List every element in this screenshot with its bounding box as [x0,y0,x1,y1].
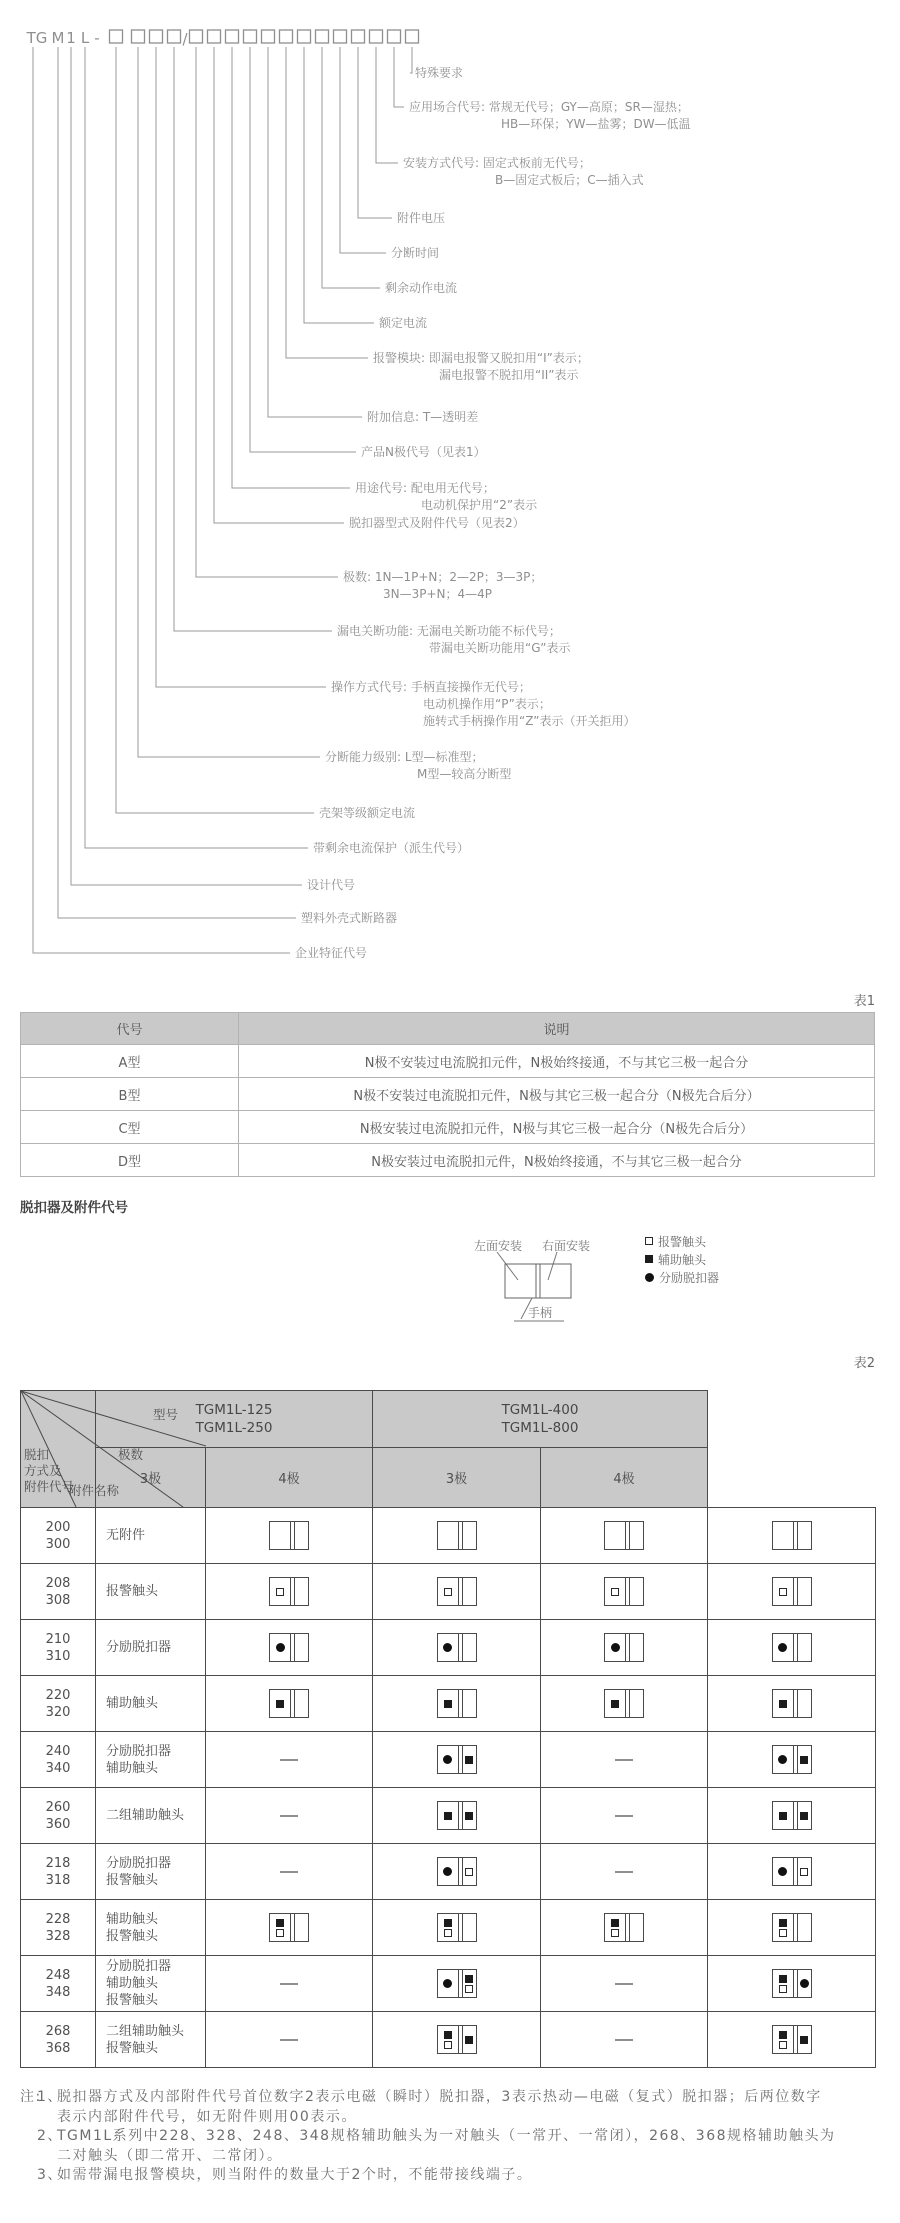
accessory-name-cell: 分励脱扣器 辅助触头 报警触头 [96,1956,206,2012]
aux-contact-icon [611,1919,619,1927]
alarm-contact-icon [276,1929,284,1937]
code-field-label: 设计代号 [307,878,356,892]
shunt-release-icon [443,1643,452,1652]
note-line: 脱扣器方式及内部附件代号首位数字2表示电磁（瞬时）脱扣器，3表示热动—电磁（复式）脱扣器；后两位数字 [57,2089,822,2105]
model-code-box [352,30,365,43]
attachment-cell [373,1788,541,1844]
note-line: TGM1L系列中228、328、248、348规格辅助触头为一对触头（一常开、一常闭），268、368规格辅助触头为 [57,2128,836,2144]
model-code-box [316,30,329,43]
aux-contact-icon [611,1700,619,1708]
breaker-box-icon [269,1913,309,1942]
breaker-body-outline [505,1264,571,1298]
not-available-dash [615,1759,633,1761]
breaker-box-icon [437,1913,477,1942]
not-available-dash [615,1983,633,1985]
code-connector-line [322,47,380,288]
trip-code-cell: 240 340 [21,1732,96,1788]
alarm-contact-icon [465,1868,473,1876]
table-row [21,1045,875,1078]
model-letter: TG [26,29,48,47]
attachment-cell [541,2012,708,2068]
breaker-box-icon [604,1913,644,1942]
pole-header: 4极 [541,1448,708,1508]
note-number: 3、 [37,2167,63,2183]
model-code-diagram [0,0,900,975]
table-row [21,1788,876,1844]
trip-code-cell: 220 320 [21,1676,96,1732]
table1-header: 说明 [239,1013,875,1045]
code-connector-line [116,47,314,813]
table-row [21,1111,875,1144]
left-mount-label: 左面安装 [474,1239,523,1253]
notes-list [20,2088,882,2186]
code-connector-line [174,47,332,631]
table-row [21,1900,876,1956]
n-pole-code-table [20,1012,875,1177]
breaker-box-icon [604,1521,644,1550]
accessory-table-head [21,1391,876,1508]
alarm-contact-icon [645,1237,653,1245]
code-connector-line [376,47,398,163]
alarm-contact-icon [779,2041,787,2049]
attachment-cell [206,2012,373,2068]
trip-code-cell: 218 318 [21,1844,96,1900]
model-code-box [132,30,145,43]
table1-caption: 表1 [853,994,875,1009]
model-code-box [280,30,293,43]
model-slash: / [182,30,188,48]
code-field-label: 带剩余电流保护（派生代号） [313,841,470,855]
shunt-release-icon [800,1979,809,1988]
aux-contact-icon [444,1919,452,1927]
trip-code-cell: 210 310 [21,1620,96,1676]
shunt-release-icon [443,1755,452,1764]
attachment-cell [373,2012,541,2068]
aux-contact-icon [645,1255,653,1263]
trip-code-cell: 268 368 [21,2012,96,2068]
code-field-label: 应用场合代号: 常规无代号；GY—高原；SR—湿热； [409,100,689,114]
attachment-cell [541,1788,708,1844]
note-item [20,2127,882,2166]
trip-code-cell: 260 360 [21,1788,96,1844]
breaker-box-icon [772,1745,812,1774]
right-mount-label: 右面安装 [542,1239,591,1253]
legend-label: 辅助触头 [658,1252,707,1267]
code-field-label: 报警模块: 即漏电报警又脱扣用“I”表示； [373,351,589,365]
code-field-label: 附件电压 [397,211,446,225]
code-field-label: 额定电流 [379,316,428,330]
table-row [21,1078,875,1111]
shunt-release-icon [645,1273,654,1282]
attachment-cell [708,1900,876,1956]
code-field-label: 带漏电关断功能用“G”表示 [429,641,571,655]
code-field-label: B—固定式板后；C—插入式 [495,173,644,187]
table2-caption: 表2 [853,1356,875,1371]
breaker-box-icon [604,1689,644,1718]
code-connector-line [196,47,338,577]
code-connector-line [358,47,392,218]
corner-label-model: 型号 [153,1407,179,1422]
code-field-label: 电动机保护用“2”表示 [421,498,538,512]
breaker-box-icon [772,2025,812,2054]
accessory-name-cell: 分励脱扣器 辅助触头 [96,1732,206,1788]
model-code-box [370,30,383,43]
attachment-cell [541,1732,708,1788]
aux-contact-icon [465,1812,473,1820]
not-available-dash [280,1983,298,1985]
model-letter: M [51,29,65,47]
model-code-box [226,30,239,43]
aux-contact-icon [465,1756,473,1764]
aux-contact-icon [276,1919,284,1927]
attachment-cell [541,1508,708,1564]
breaker-box-icon [269,1521,309,1550]
npole-desc-cell: N极安装过电流脱扣元件，N极与其它三极一起合分（N极先合后分） [239,1111,875,1144]
model-code-box [168,30,181,43]
npole-code-cell: A型 [21,1045,239,1078]
attachment-cell [373,1564,541,1620]
trip-code-cell: 208 308 [21,1564,96,1620]
not-available-dash [615,1871,633,1873]
attachment-cell [708,1732,876,1788]
table-row [21,1144,875,1177]
not-available-dash [280,1759,298,1761]
attachment-cell [708,2012,876,2068]
not-available-dash [280,1871,298,1873]
code-field-label: HB—环保；YW—盐雾；DW—低温 [501,117,691,131]
accessory-matrix-table [20,1390,876,2068]
aux-contact-icon [465,2036,473,2044]
npole-code-cell: C型 [21,1111,239,1144]
model-code-box [190,30,203,43]
attachment-cell [206,1620,373,1676]
alarm-contact-icon [444,1929,452,1937]
alarm-contact-icon [611,1929,619,1937]
attachment-cell [206,1676,373,1732]
breaker-box-icon [437,1801,477,1830]
npole-code-cell: D型 [21,1144,239,1177]
attachment-cell [206,1508,373,1564]
attachment-cell [373,1844,541,1900]
breaker-box-icon [772,1577,812,1606]
code-field-label: 操作方式代号: 手柄直接操作无代号； [331,680,531,694]
breaker-box-icon [269,1577,309,1606]
breaker-box-icon [772,1801,812,1830]
aux-contact-icon [800,1756,808,1764]
breaker-box-icon [437,1857,477,1886]
breaker-box-icon [772,1969,812,1998]
attachment-cell [373,1900,541,1956]
table-row [21,1844,876,1900]
code-connector-line [58,47,296,918]
attachment-cell [541,1844,708,1900]
npole-desc-cell: N极安装过电流脱扣元件，N极始终接通，不与其它三极一起合分 [239,1144,875,1177]
breaker-box-icon [772,1857,812,1886]
legend-label: 分励脱扣器 [659,1270,720,1285]
breaker-box-icon [772,1521,812,1550]
code-field-label: 3N—3P+N；4—4P [383,587,493,601]
notes-prefix: 注: [20,2089,42,2105]
shunt-release-icon [443,1979,452,1988]
code-field-label: 漏电报警不脱扣用“II”表示 [439,368,579,382]
aux-contact-icon [779,1975,787,1983]
model-letter: 1 [66,29,76,47]
alarm-contact-icon [276,1588,284,1596]
code-connector-line [138,47,320,757]
breaker-box-icon [437,1689,477,1718]
symbol-legend [645,1232,719,1286]
model-code-box [298,30,311,43]
note-line: 二对触头（即二常开、二常闭）。 [57,2147,283,2164]
code-connector-line [394,47,404,107]
breaker-box-icon [772,1633,812,1662]
table-row [21,2012,876,2068]
aux-contact-icon [800,2036,808,2044]
model-code-box [244,30,257,43]
accessory-name-cell: 分励脱扣器 报警触头 [96,1844,206,1900]
aux-contact-icon [800,1812,808,1820]
shunt-release-icon [778,1867,787,1876]
code-field-label: 电动机操作用“P”表示； [423,697,551,711]
attachment-cell [206,1564,373,1620]
attachment-cell [708,1956,876,2012]
attachment-cell [541,1900,708,1956]
table-row [21,1676,876,1732]
code-field-label: 剩余动作电流 [385,281,458,295]
breaker-box-icon [437,1521,477,1550]
trip-code-cell: 248 348 [21,1956,96,2012]
not-available-dash [280,2039,298,2041]
code-connector-line [286,47,368,358]
note-number: 1、 [37,2089,63,2105]
attachment-cell [206,1788,373,1844]
accessory-name-cell: 分励脱扣器 [96,1620,206,1676]
code-field-label: 产品N极代号（见表1） [361,445,486,459]
model-name: TGM1L-800 [501,1420,579,1436]
breaker-box-icon [604,1577,644,1606]
attachment-cell [206,1844,373,1900]
corner-label-poles: 极数 [118,1447,144,1462]
aux-contact-icon [779,1700,787,1708]
shunt-release-icon [611,1643,620,1652]
breaker-box-icon [604,1633,644,1662]
accessory-name-cell: 报警触头 [96,1564,206,1620]
code-field-label: 极数: 1N—1P+N；2—2P；3—3P； [343,570,543,584]
attachment-cell [541,1564,708,1620]
breaker-box-icon [437,1577,477,1606]
model-code-box [334,30,347,43]
code-field-label: 特殊要求 [415,66,464,80]
breaker-box-icon [437,2025,477,2054]
accessory-name-cell: 二组辅助触头 [96,1788,206,1844]
accessory-table-body [21,1508,876,2068]
mounting-diagram [450,1228,790,1333]
model-code-box [208,30,221,43]
model-name: TGM1L-125 [195,1402,273,1418]
table-row [21,1732,876,1788]
attachment-cell [708,1564,876,1620]
aux-contact-icon [779,1919,787,1927]
not-available-dash [280,1815,298,1817]
note-line: 如需带漏电报警模块，则当附件的数量大于2个时，不能带接线端子。 [57,2167,533,2183]
note-item [20,2088,882,2127]
code-connector-line [156,47,326,687]
aux-contact-icon [444,2031,452,2039]
breaker-box-icon [437,1633,477,1662]
npole-desc-cell: N极不安装过电流脱扣元件，N极始终接通，不与其它三极一起合分 [239,1045,875,1078]
attachment-cell [708,1788,876,1844]
trip-section-title: 脱扣器及附件代号 [20,1200,128,1216]
code-field-label: 塑料外壳式断路器 [301,911,398,925]
attachment-cell [373,1676,541,1732]
code-field-label: 脱扣器型式及附件代号（见表2） [349,516,525,530]
alarm-contact-icon [611,1588,619,1596]
code-field-label: 安装方式代号: 固定式板前无代号； [403,156,591,170]
code-field-label: 附加信息: T—透明差 [367,410,479,424]
code-connector-line [340,47,386,253]
code-connector-line [268,47,362,417]
model-code-box [406,30,419,43]
code-connector-line [304,47,374,323]
attachment-cell [708,1508,876,1564]
shunt-release-icon [443,1867,452,1876]
table-row [21,1564,876,1620]
aux-contact-icon [444,1812,452,1820]
code-connector-line [33,47,290,953]
shunt-release-icon [778,1755,787,1764]
breaker-box-icon [437,1745,477,1774]
attachment-cell [373,1508,541,1564]
npole-desc-cell: N极不安装过电流脱扣元件，N极与其它三极一起合分（N极先合后分） [239,1078,875,1111]
trip-code-cell: 200 300 [21,1508,96,1564]
legend-item [645,1268,719,1286]
model-group-header [373,1391,708,1448]
corner-label-accessory: 附件名称 [69,1483,120,1498]
shunt-release-icon [778,1643,787,1652]
attachment-cell [708,1844,876,1900]
model-code-box [150,30,163,43]
npole-code-cell: B型 [21,1078,239,1111]
code-field-label: 漏电关断功能: 无漏电关断功能不标代号； [337,624,561,638]
corner-label-trip: 脱扣 方式及 附件代号 [24,1447,75,1494]
note-number: 2、 [37,2128,63,2144]
attachment-cell [708,1620,876,1676]
breaker-box-icon [269,1633,309,1662]
breaker-box-icon [437,1969,477,1998]
code-field-label: 用途代号: 配电用无代号； [355,481,495,495]
alarm-contact-icon [444,1588,452,1596]
accessory-name-cell: 无附件 [96,1508,206,1564]
code-field-label: 施转式手柄操作用“Z”表示（开关拒用） [423,714,636,728]
code-field-label: 分断时间 [391,246,440,260]
pole-header: 3极 [373,1448,541,1508]
table1-header: 代号 [21,1013,239,1045]
table-row [21,1508,876,1564]
trip-code-cell: 228 328 [21,1900,96,1956]
legend-item [645,1232,719,1250]
accessory-name-cell: 辅助触头 报警触头 [96,1900,206,1956]
model-code-box [262,30,275,43]
model-code-box [388,30,401,43]
legend-item [645,1250,719,1268]
attachment-cell [373,1956,541,2012]
attachment-cell [541,1676,708,1732]
aux-contact-icon [779,2031,787,2039]
attachment-cell [373,1732,541,1788]
note-item [20,2166,882,2186]
aux-contact-icon [465,1975,473,1983]
accessory-name-cell: 二组辅助触头 报警触头 [96,2012,206,2068]
attachment-cell [373,1620,541,1676]
attachment-cell [206,1956,373,2012]
alarm-contact-icon [465,1985,473,1993]
attachment-cell [708,1676,876,1732]
handle-label: 手柄 [528,1306,553,1320]
aux-contact-icon [444,1700,452,1708]
model-name: TGM1L-400 [501,1402,579,1418]
footnotes [20,2088,882,2186]
accessory-name-cell: 辅助触头 [96,1676,206,1732]
note-line: 表示内部附件代号，如无附件则用00表示。 [57,2108,357,2125]
attachment-cell [206,1732,373,1788]
breaker-box-icon [772,1913,812,1942]
model-name: TGM1L-250 [195,1420,273,1436]
legend-label: 报警触头 [658,1234,707,1249]
not-available-dash [615,1815,633,1817]
shunt-release-icon [276,1643,285,1652]
pole-header: 4极 [206,1448,373,1508]
code-connector-line [410,47,412,73]
model-letter: L [80,29,90,47]
alarm-contact-icon [779,1588,787,1596]
attachment-cell [206,1900,373,1956]
attachment-cell [541,1956,708,2012]
code-connector-line [71,47,302,885]
alarm-contact-icon [779,1985,787,1993]
code-field-label: 分断能力级别: L型—标准型； [325,750,484,764]
code-field-label: 壳架等级额定电流 [319,806,416,820]
alarm-contact-icon [800,1868,808,1876]
aux-contact-icon [779,1812,787,1820]
table-row [21,1956,876,2012]
not-available-dash [615,2039,633,2041]
breaker-box-icon [772,1689,812,1718]
model-dash: - [94,29,100,47]
alarm-contact-icon [779,1929,787,1937]
code-field-label: M型—较高分断型 [417,767,512,781]
code-field-label: 企业特征代号 [295,946,368,960]
breaker-box-icon [269,1689,309,1718]
table-row [21,1620,876,1676]
attachment-cell [541,1620,708,1676]
alarm-contact-icon [444,2041,452,2049]
pole-header: 3极 [96,1448,206,1508]
model-code-box [110,30,123,43]
aux-contact-icon [276,1700,284,1708]
